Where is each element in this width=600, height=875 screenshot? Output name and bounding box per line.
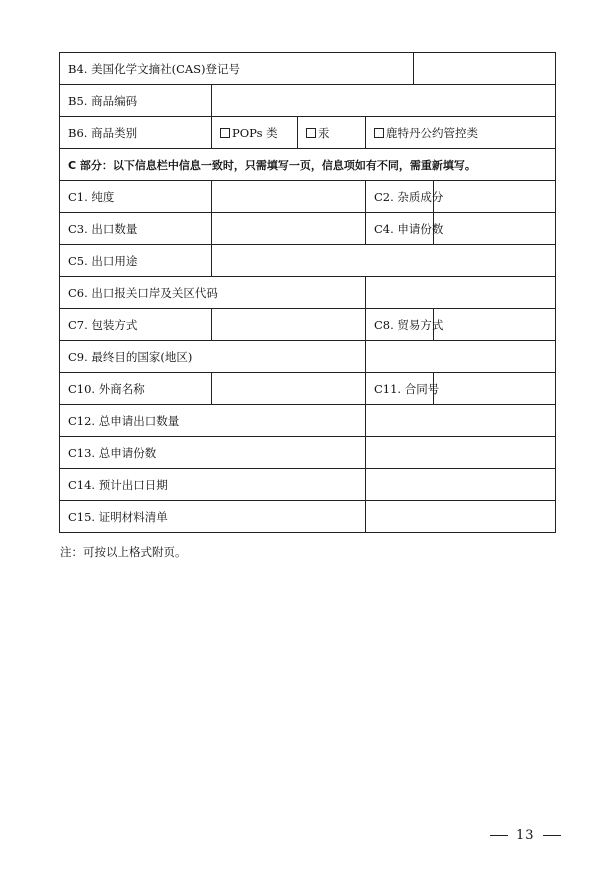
row-c1-c2 — [60, 181, 556, 213]
footnote: 注：可按以上格式附页。 — [60, 545, 187, 559]
c13-label: C13. 总申请份数 — [60, 437, 366, 469]
row-c13 — [60, 437, 556, 469]
c10-value-field[interactable] — [212, 373, 366, 405]
c10-label: C10. 外商名称 — [60, 373, 212, 405]
row-c6 — [60, 277, 556, 309]
checkbox-icon[interactable] — [374, 128, 384, 138]
c14-label: C14. 预计出口日期 — [60, 469, 366, 501]
b5-label: B5. 商品编码 — [60, 85, 212, 117]
pops-option-label: POPs 类 — [232, 125, 278, 140]
row-b6 — [60, 117, 556, 149]
row-c3-c4 — [60, 213, 556, 245]
row-c10-c11 — [60, 373, 556, 405]
rotterdam-checkbox-cell[interactable] — [366, 117, 556, 149]
row-c5 — [60, 245, 556, 277]
row-c7-c8 — [60, 309, 556, 341]
c12-value-field[interactable] — [366, 405, 556, 437]
dash-icon — [490, 835, 508, 836]
checkbox-icon[interactable] — [306, 128, 316, 138]
c3-label: C3. 出口数量 — [60, 213, 212, 245]
application-form-table — [59, 52, 556, 533]
c15-value-field[interactable] — [366, 501, 556, 533]
c6-value-field[interactable] — [366, 277, 556, 309]
page-number-block — [482, 828, 569, 843]
dash-icon — [543, 835, 561, 836]
c6-label: C6. 出口报关口岸及关区代码 — [60, 277, 366, 309]
c8-value-field[interactable] — [434, 309, 556, 341]
c7-value-field[interactable] — [212, 309, 366, 341]
row-b5 — [60, 85, 556, 117]
page-number: 13 — [516, 828, 535, 843]
b4-value-field[interactable] — [414, 53, 556, 85]
c13-value-field[interactable] — [366, 437, 556, 469]
row-c-header — [60, 149, 556, 181]
section-c-header: C 部分：以下信息栏中信息一致时，只需填写一页，信息项如有不同，需重新填写。 — [60, 149, 556, 181]
b5-value-field[interactable] — [212, 85, 556, 117]
c5-value-field[interactable] — [212, 245, 556, 277]
c12-label: C12. 总申请出口数量 — [60, 405, 366, 437]
mercury-checkbox-cell[interactable] — [298, 117, 366, 149]
c8-label: C8. 贸易方式 — [366, 309, 434, 341]
c4-label: C4. 申请份数 — [366, 213, 434, 245]
c2-label: C2. 杂质成分 — [366, 181, 434, 213]
c4-value-field[interactable] — [434, 213, 556, 245]
c9-value-field[interactable] — [366, 341, 556, 373]
c3-value-field[interactable] — [212, 213, 366, 245]
c2-value-field[interactable] — [434, 181, 556, 213]
mercury-option-label: 汞 — [318, 125, 330, 140]
b6-label: B6. 商品类别 — [60, 117, 212, 149]
c11-value-field[interactable] — [434, 373, 556, 405]
row-c9 — [60, 341, 556, 373]
b4-label: B4. 美国化学文摘社(CAS)登记号 — [60, 53, 414, 85]
c11-label: C11. 合同号 — [366, 373, 434, 405]
c14-value-field[interactable] — [366, 469, 556, 501]
checkbox-icon[interactable] — [220, 128, 230, 138]
c9-label: C9. 最终目的国家(地区) — [60, 341, 366, 373]
c5-label: C5. 出口用途 — [60, 245, 212, 277]
row-c15 — [60, 501, 556, 533]
pops-checkbox-cell[interactable] — [212, 117, 298, 149]
row-c12 — [60, 405, 556, 437]
c1-value-field[interactable] — [212, 181, 366, 213]
c15-label: C15. 证明材料清单 — [60, 501, 366, 533]
c1-label: C1. 纯度 — [60, 181, 212, 213]
row-b4 — [60, 53, 556, 85]
row-c14 — [60, 469, 556, 501]
rotterdam-option-label: 鹿特丹公约管控类 — [386, 125, 478, 140]
c7-label: C7. 包装方式 — [60, 309, 212, 341]
